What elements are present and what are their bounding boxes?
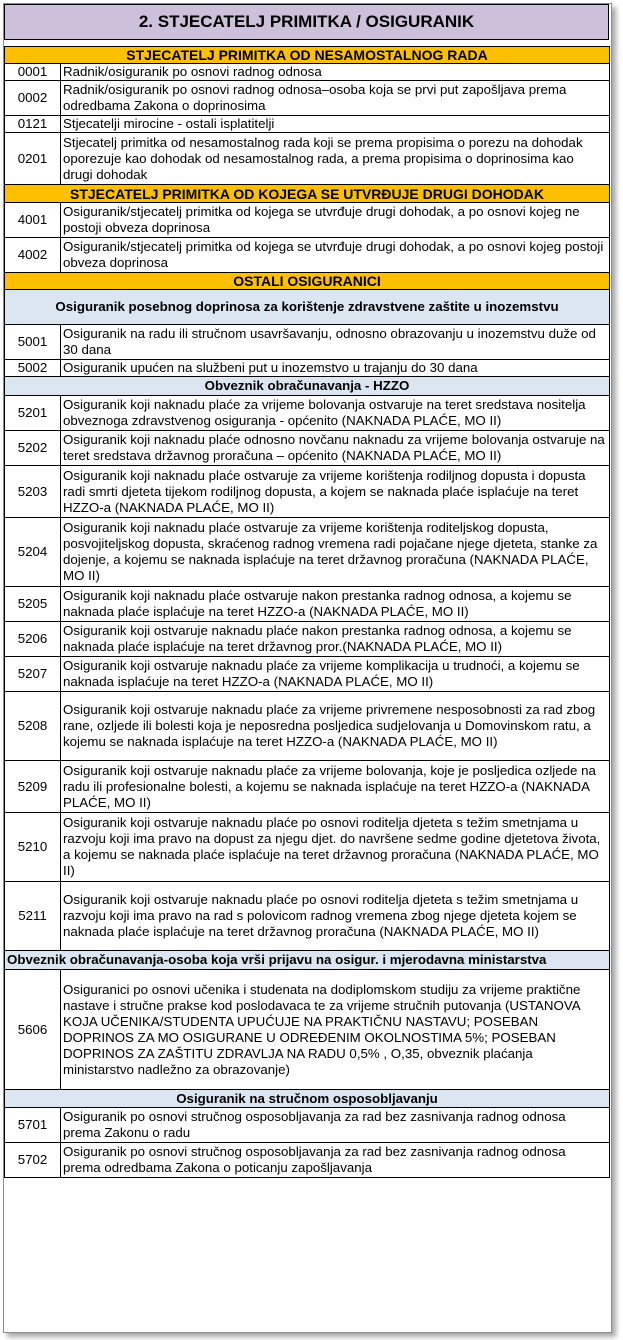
section-header-row — [5, 273, 610, 290]
row-description: Osiguranik koji ostvaruje naknadu plaće nakon prestanka radnog odnosa, a kojemu se naknada plaće isplaćuje na teret državnog pror.(NAKNADA PLAĆE, MO II) — [61, 622, 610, 657]
table-row — [5, 133, 610, 185]
table-row — [5, 813, 610, 882]
row-code: 5702 — [5, 1143, 61, 1178]
row-code: 0002 — [5, 81, 61, 116]
page-title: 2. STJECATELJ PRIMITKA / OSIGURANIK — [4, 4, 609, 40]
row-description: Osiguranik po osnovi stručnog osposobljavanja za rad bez zasnivanja radnog odnosa prema odredbama Zakona o poticanju zapošljavanja — [61, 1143, 610, 1178]
table-row — [5, 587, 610, 622]
row-code: 0001 — [5, 64, 61, 81]
table-row — [5, 1143, 610, 1178]
row-description: Osiguranik koji naknadu plaće odnosno novčanu naknadu za vrijeme bolovanja ostvaruje na teret sredstava državnog proračuna – općenito (NAKNADA PLAĆE, MO II) — [61, 431, 610, 466]
table-row — [5, 431, 610, 466]
table-row — [5, 692, 610, 761]
row-description: Osiguranik koji ostvaruje naknadu plaće po osnovi roditelja djeteta s težim smetnjama u razvoju koji ima pravo na rad s polovicom radnog vremena zbog njege djeteta kojem se naknada plaće isplaćuje na teret državnog proračuna (NAKNADA PLAĆE, MO II) — [61, 882, 610, 951]
row-description: Osiguranik koji naknadu plaće ostvaruje nakon prestanka radnog odnosa, a kojemu se naknada plaće isplaćuje na teret HZZO-a (NAKNADA PLAĆE, MO II) — [61, 587, 610, 622]
subsection-header-row — [5, 290, 610, 325]
row-code: 5001 — [5, 325, 61, 360]
table-row — [5, 325, 610, 360]
row-code: 5204 — [5, 518, 61, 587]
row-description: Osiguranik na radu ili stručnom usavršavanju, odnosno obrazovanju u inozemstvu duže od 30 dana — [61, 325, 610, 360]
row-description: Osiguranik/stjecatelj primitka od kojega se utvrđuje drugi dohodak, a po osnovi kojeg ne postoji obveza doprinosa — [61, 203, 610, 238]
row-description: Radnik/osiguranik po osnovi radnog odnosa — [61, 64, 610, 81]
row-description: Osiguranik/stjecatelj primitka od kojega se utvrđuje drugi dohodak, a po osnovi kojeg postoji obveza doprinosa — [61, 238, 610, 273]
table-row — [5, 466, 610, 518]
row-code: 5207 — [5, 657, 61, 692]
subsection-header: Osiguranik posebnog doprinosa za korištenje zdravstvene zaštite u inozemstvu — [5, 290, 610, 325]
section-header-row — [5, 185, 610, 203]
row-code: 5002 — [5, 360, 61, 377]
row-description: Osiguranik koji naknadu plaće ostvaruje za vrijeme korištenja roditeljskog dopusta, posvojiteljskog dopusta, skraćenog radnog vremena radi pojačane njege djeteta, stanke za dojenje, a kojemu se naknada isplaćuje na teret državnog proračuna (NAKNADA PLAĆE, MO II) — [61, 518, 610, 587]
subsection-header-row — [5, 1090, 610, 1108]
row-code: 4002 — [5, 238, 61, 273]
subsection-header: Osiguranik na stručnom osposobljavanju — [5, 1090, 610, 1108]
table-row — [5, 64, 610, 81]
table-row — [5, 1108, 610, 1143]
table-row — [5, 622, 610, 657]
row-description: Osiguranik koji ostvaruje naknadu plaće po osnovi roditelja djeteta s težim smetnjama u razvoju koji ima pravo na dopust za njegu djet. do navršene sedme godine djetetova života, a kojemu se naknada plaće isplaćuje na teret državnog proračuna (NAKNADA PLAĆE, MO II) — [61, 813, 610, 882]
row-description: Osiguranik po osnovi stručnog osposobljavanja za rad bez zasnivanja radnog odnosa prema Zakonu o radu — [61, 1108, 610, 1143]
row-code: 5208 — [5, 692, 61, 761]
table-row — [5, 238, 610, 273]
table-row — [5, 360, 610, 377]
table-row — [5, 518, 610, 587]
row-code: 5206 — [5, 622, 61, 657]
subsection-header: Obveznik obračunavanja-osoba koja vrši prijavu na osigur. i mjerodavna ministarstva — [5, 951, 610, 970]
table-row — [5, 81, 610, 116]
row-description: Osiguranik upućen na službeni put u inozemstvo u trajanju do 30 dana — [61, 360, 610, 377]
row-description: Radnik/osiguranik po osnovi radnog odnosa–osoba koja se prvi put zapošljava prema odredbama Zakona o doprinosima — [61, 81, 610, 116]
section-header: STJECATELJ PRIMITKA OD NESAMOSTALNOG RADA — [5, 47, 610, 64]
row-code: 4001 — [5, 203, 61, 238]
row-code: 0121 — [5, 116, 61, 133]
section-header-row — [5, 47, 610, 64]
table-row — [5, 203, 610, 238]
row-description: Osiguranik koji naknadu plaće za vrijeme bolovanja ostvaruje na teret sredstava nositelja obveznoga zdravstvenog osiguranja - općenito (NAKNADA PLAĆE, MO II) — [61, 396, 610, 431]
section-header: STJECATELJ PRIMITKA OD KOJEGA SE UTVRĐUJE DRUGI DOHODAK — [5, 185, 610, 203]
row-description: Osiguranici po osnovi učenika i studenata na dodiplomskom studiju za vrijeme praktične nastave i stručne prakse kod poslodavaca te za vrijeme stručnih putovanja (USTANOVA KOJA UČENIKA/STUDENTA UPUĆUJE NA PRAKTIČNU NASTAVU; POSEBAN DOPRINOS ZA MO OSIGURANE U ODREĐENIM OKOLNOSTIMA 5%; POSEBAN DOPRINOS ZA ZAŠTITU ZDRAVLJA NA RADU 0,5% , O,35, obveznik plaćanja ministarstvo nadležno za obrazovanje) — [61, 970, 610, 1090]
row-description: Osiguranik koji ostvaruje naknadu plaće za vrijeme privremene nesposobnosti za rad zbog rane, ozljede ili bolesti koja je neposredna posljedica sudjelovanja u Domovinskom ratu, a kojemu se naknada isplaćuje na teret HZZO-a (NAKNADA PLAĆE, MO II) — [61, 692, 610, 761]
row-code: 5205 — [5, 587, 61, 622]
subsection-header-row — [5, 377, 610, 396]
table-row — [5, 657, 610, 692]
section-header: OSTALI OSIGURANICI — [5, 273, 610, 290]
subsection-header: Obveznik obračunavanja - HZZO — [5, 377, 610, 396]
row-code: 5202 — [5, 431, 61, 466]
row-description: Stjecatelji mirocine - ostali isplatitelji — [61, 116, 610, 133]
row-description: Osiguranik koji naknadu plaće ostvaruje za vrijeme korištenja rodiljnog dopusta i dopusta radi smrti djeteta tijekom rodiljnog dopusta, a kojem se naknada plaće isplaćuje na teret HZZO-a (NAKNADA PLAĆE, MO II) — [61, 466, 610, 518]
table-row — [5, 970, 610, 1090]
row-code: 5211 — [5, 882, 61, 951]
table-row — [5, 396, 610, 431]
row-code: 5606 — [5, 970, 61, 1090]
row-description: Osiguranik koji ostvaruje naknadu plaće za vrijeme komplikacija u trudnoći, a kojemu se naknada isplaćuje na teret HZZO-a (NAKNADA PLAĆE, MO II) — [61, 657, 610, 692]
code-table — [4, 46, 610, 1178]
row-code: 5203 — [5, 466, 61, 518]
row-code: 5209 — [5, 761, 61, 813]
row-description: Stjecatelj primitka od nesamostalnog rada koji se prema propisima o porezu na dohodak oporezuje kao dohodak od nesamostalnog rada, a prema propisima o doprinosima kao drugi dohodak — [61, 133, 610, 185]
row-code: 5210 — [5, 813, 61, 882]
row-code: 5201 — [5, 396, 61, 431]
subsection-header-row — [5, 951, 610, 970]
table-row — [5, 761, 610, 813]
row-description: Osiguranik koji ostvaruje naknadu plaće za vrijeme bolovanja, koje je posljedica ozljede na radu ili profesionalne bolesti, a kojemu se naknada isplaćuje na teret HZZO-a (NAKNADA PLAĆE, MO II) — [61, 761, 610, 813]
row-code: 0201 — [5, 133, 61, 185]
table-row — [5, 116, 610, 133]
row-code: 5701 — [5, 1108, 61, 1143]
table-row — [5, 882, 610, 951]
